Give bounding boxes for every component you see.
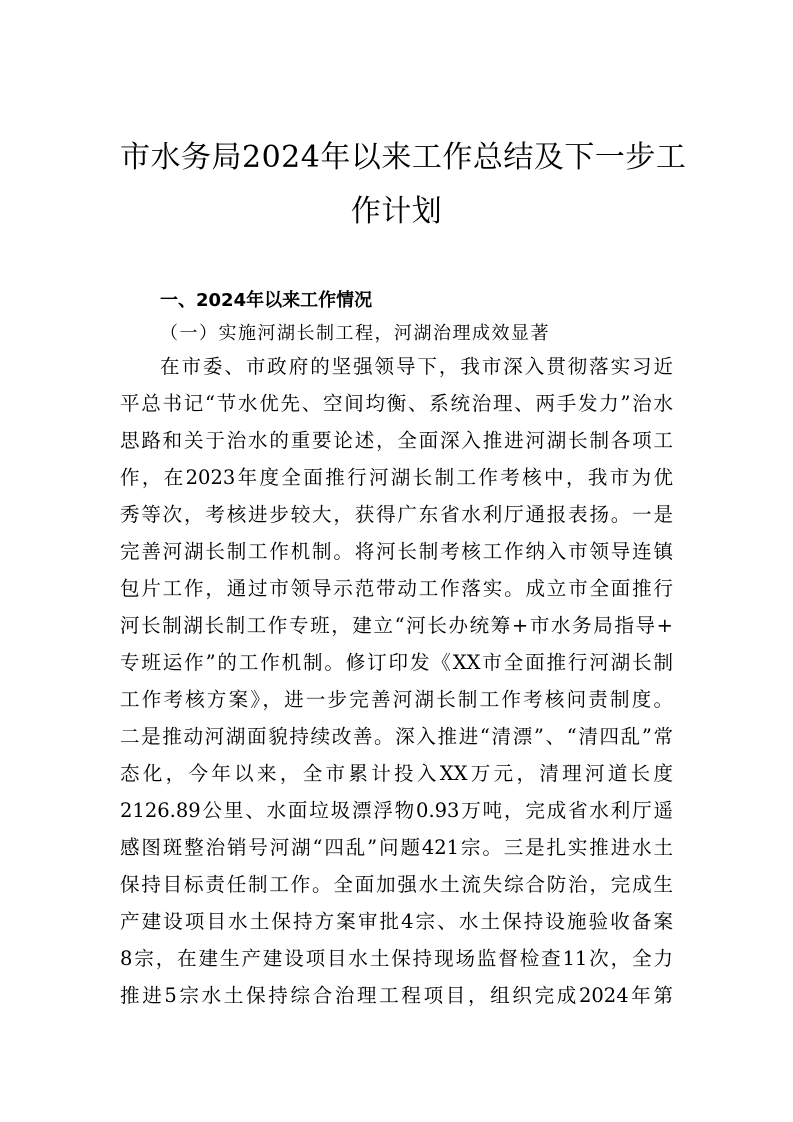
body-line: 保持目标责任制工作。全面加强水土流失综合防治，完成生 — [120, 873, 673, 896]
body-line: 2126.89公里、水面垃圾漂浮物0.93万吨，完成省水利厅遥 — [120, 799, 673, 822]
body-line: 8宗，在建生产建设项目水土保持现场监督检查11次，全力 — [120, 947, 673, 970]
body-line: 完善河湖长制工作机制。将河长制考核工作纳入市领导连镇 — [120, 540, 673, 563]
body-line: 作，在2023年度全面推行河湖长制工作考核中，我市为优 — [120, 466, 673, 489]
body-line: 在市委、市政府的坚强领导下，我市深入贯彻落实习近 — [160, 355, 673, 378]
body-line: 态化，今年以来，全市累计投入XX万元，清理河道长度 — [120, 762, 673, 785]
document-title-line-2: 作计划 — [350, 194, 443, 229]
body-line: 推进5宗水土保持综合治理工程项目，组织完成2024年第 — [120, 984, 673, 1007]
body-line: 感图斑整治销号河湖“四乱”问题421宗。三是扎实推进水土 — [120, 836, 673, 859]
body-line: 平总书记“节水优先、空间均衡、系统治理、两手发力”治水 — [120, 392, 673, 415]
body-line: 产建设项目水土保持方案审批4宗、水土保持设施验收备案 — [120, 910, 673, 933]
body-line: 专班运作”的工作机制。修订印发《XX市全面推行河湖长制 — [120, 651, 673, 674]
body-line: 秀等次，考核进步较大，获得广东省水利厅通报表扬。一是 — [120, 503, 673, 526]
document-title-line-1: 市水务局2024年以来工作总结及下一步工 — [120, 140, 687, 175]
body-line: 工作考核方案》，进一步完善河湖长制工作考核问责制度。 — [120, 688, 673, 711]
section-heading: 一、2024年以来工作情况 — [160, 290, 373, 311]
subsection-heading: （一）实施河湖长制工程，河湖治理成效显著 — [160, 323, 550, 344]
body-line: 包片工作，通过市领导示范带动工作落实。成立市全面推行 — [120, 577, 673, 600]
body-line: 河长制湖长制工作专班，建立“河长办统筹+市水务局指导+ — [120, 614, 673, 637]
body-line: 思路和关于治水的重要论述，全面深入推进河湖长制各项工 — [120, 429, 673, 452]
body-line: 二是推动河湖面貌持续改善。深入推进“清漂”、“清四乱”常 — [120, 725, 673, 748]
